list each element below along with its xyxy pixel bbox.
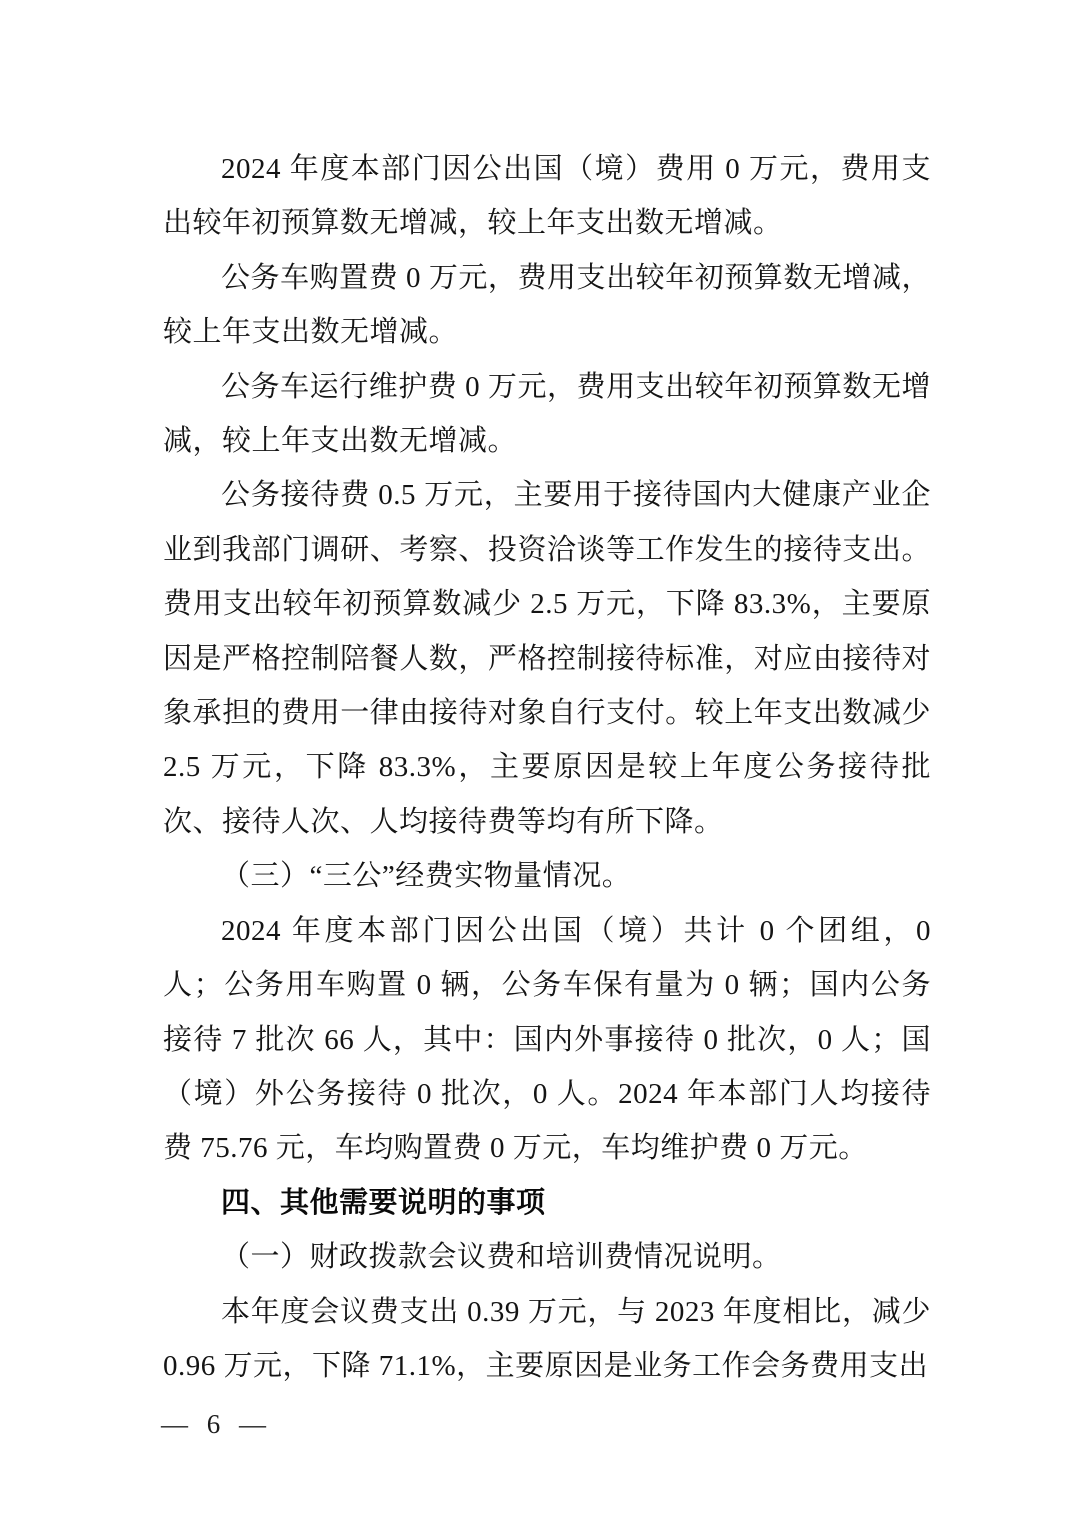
- document-body: [163, 142, 931, 1393]
- paragraph-vehicle-maintenance-cost: 公务车运行维护费 0 万元，费用支出较年初预算数无增减，较上年支出数无增减。: [163, 370, 931, 458]
- subheading-meeting-training-fees: （一）财政拨款会议费和培训费情况说明。: [221, 1241, 782, 1274]
- paragraph-vehicle-purchase-cost: 公务车购置费 0 万元，费用支出较年初预算数无增减，较上年支出数无增减。: [163, 261, 931, 349]
- paragraph-official-reception-cost: 公务接待费 0.5 万元，主要用于接待国内大健康产业企业到我部门调研、考察、投资洽谈等工作发生的接待支出。费用支出较年初预算数减少 2.5 万元，下降 83.3%，主要原因是严格控制陪餐人数，严格控制接待标准，对应由接待对象承担的费用一律由接待对象自行支付。较上年支出数减少 2.5 万元，下降 83.3%，主要原因是较上年度公务接待批次、接待人次、人均接待费等均有所下降。: [163, 479, 931, 838]
- page-number: — 6 —: [161, 1409, 272, 1439]
- heading-other-matters: 四、其他需要说明的事项: [221, 1186, 546, 1219]
- paragraph-physical-quantity-detail: 2024 年度本部门因公出国（境）共计 0 个团组，0 人；公务用车购置 0 辆，公务车保有量为 0 辆；国内公务接待 7 批次 66 人，其中：国内外事接待 0 批次，0 人；国（境）外公务接待 0 批次，0 人。2024 年本部门人均接待费 75.76 元，车均购置费 0 万元，车均维护费 0 万元。: [163, 914, 931, 1165]
- paragraph-overseas-travel-cost: 2024 年度本部门因公出国（境）费用 0 万元，费用支出较年初预算数无增减，较上年支出数无增减。: [163, 153, 931, 240]
- paragraph-meeting-fee-detail: 本年度会议费支出 0.39 万元，与 2023 年度相比，减少 0.96 万元，下降 71.1%，主要原因是业务工作会务费用支出: [163, 1295, 931, 1382]
- subheading-three-public-physical-quantity: （三）“三公”经费实物量情况。: [221, 860, 632, 893]
